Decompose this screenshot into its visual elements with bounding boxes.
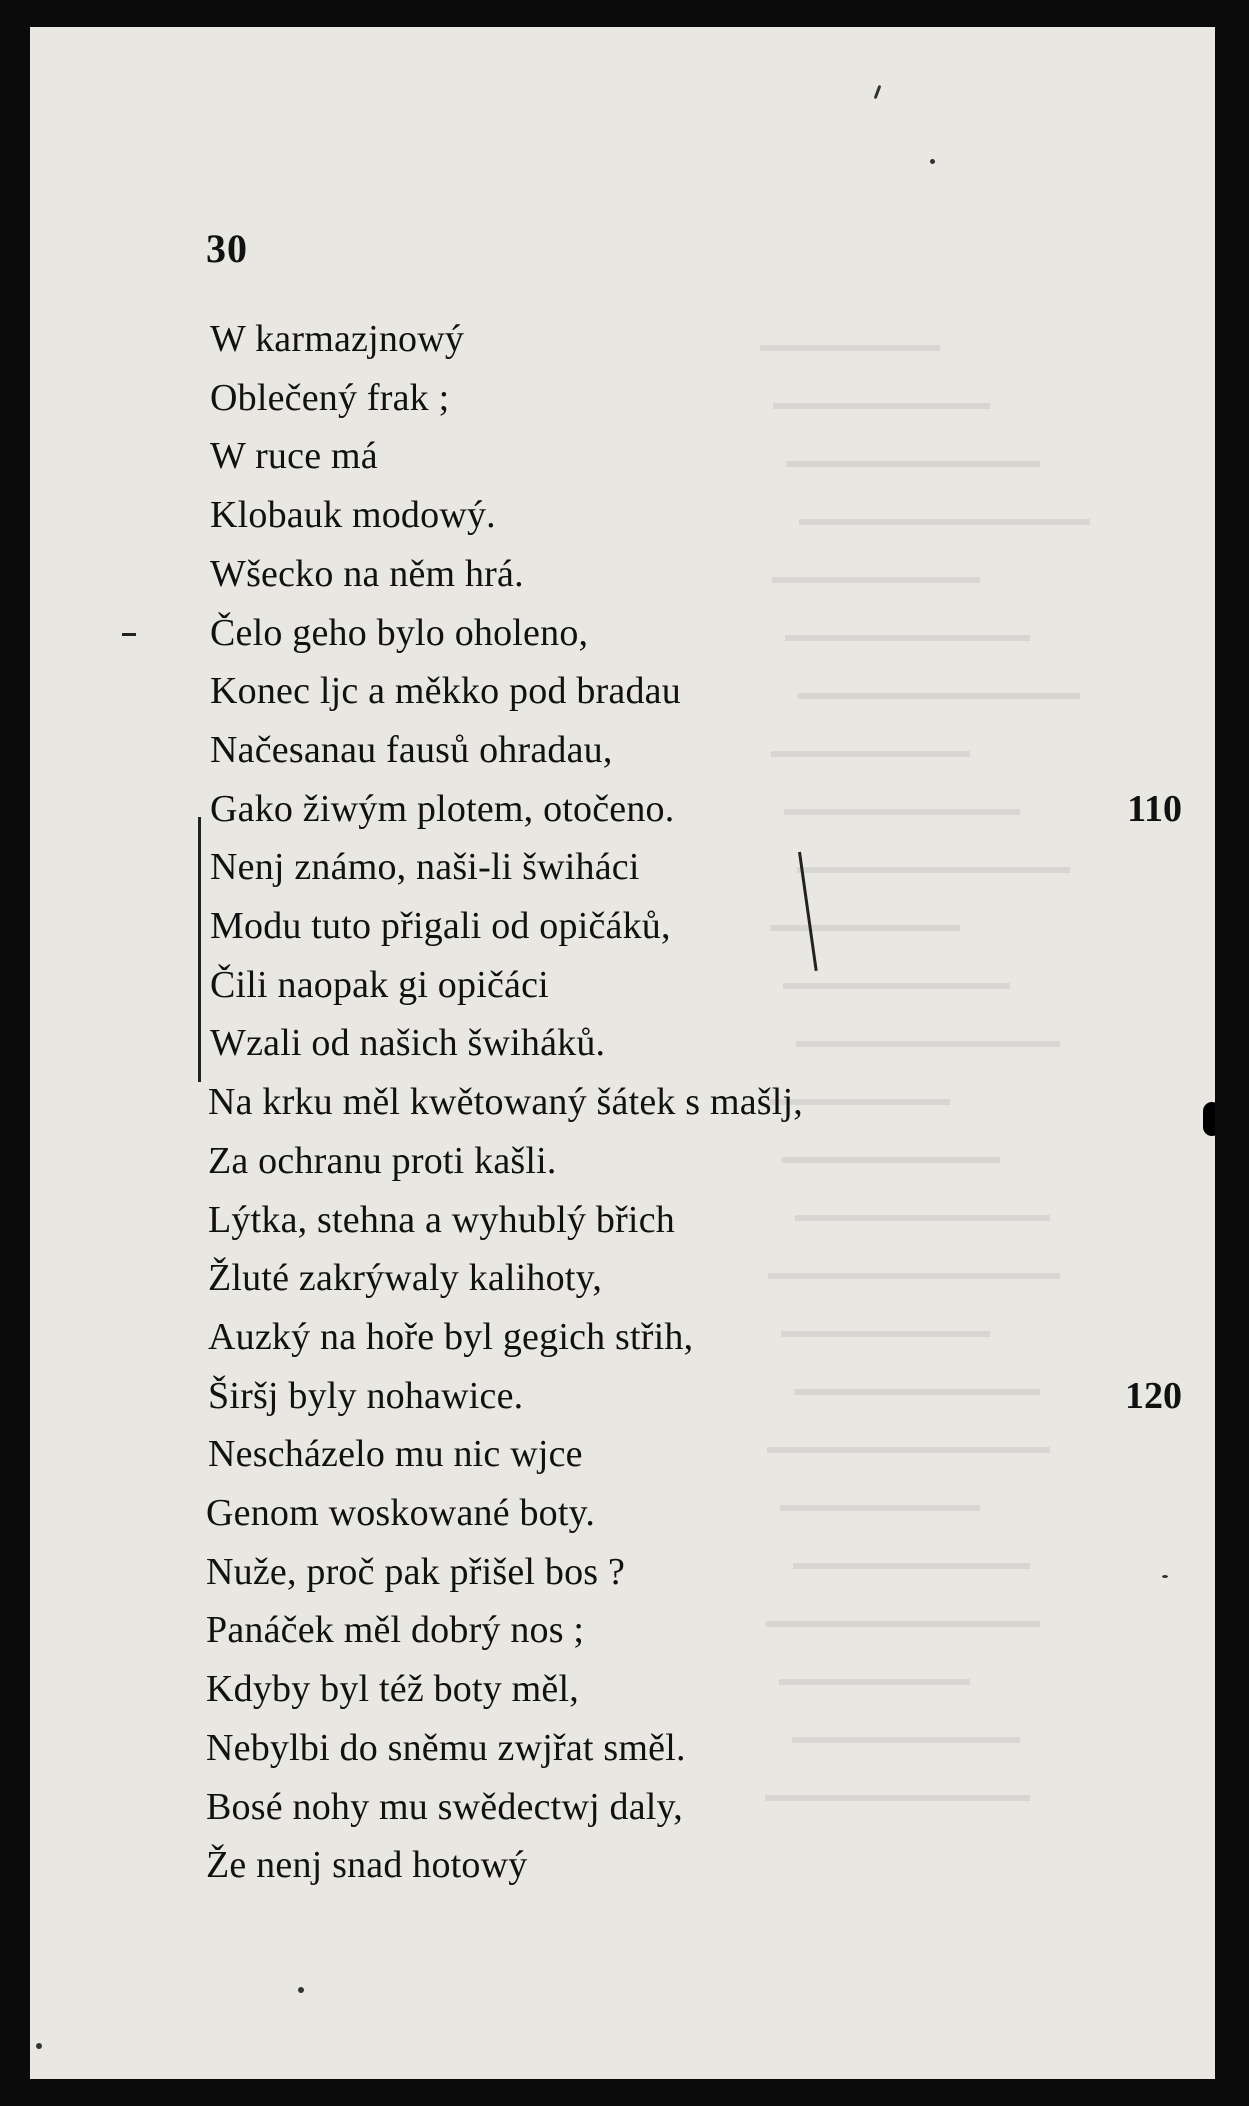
- bleed-stroke: [779, 1679, 970, 1685]
- verse-line: Modu tuto přigali od opičáků,: [210, 905, 671, 947]
- bleed-stroke: [794, 1389, 1040, 1395]
- verse-line: Kdyby byl též boty měl,: [206, 1668, 579, 1711]
- line-number-marker: 110: [1127, 787, 1182, 830]
- bleed-stroke: [782, 1157, 1000, 1163]
- bleed-stroke: [768, 1273, 1060, 1279]
- verse-line: Nuže, proč pak přišel bos ?: [206, 1550, 626, 1593]
- bleed-stroke: [773, 403, 990, 409]
- bleed-stroke: [760, 345, 940, 351]
- margin-tick: [122, 633, 136, 636]
- verse-line: Auzký na hoře byl gegich střih,: [208, 1315, 694, 1358]
- verse-line: Nebylbi do sněmu zwjřat směl.: [206, 1726, 686, 1769]
- verse-line: Lýtka, stehna a wyhublý břich: [208, 1198, 675, 1241]
- bleed-stroke: [771, 751, 970, 757]
- verse-line: Bosé nohy mu swědectwj daly,: [206, 1785, 684, 1828]
- verse-line: Širšj byly nohawice.: [208, 1374, 524, 1417]
- verse-line: Za ochranu proti kašli.: [208, 1139, 557, 1182]
- verse-line: Oblečený frak ;: [210, 376, 450, 419]
- verse-line: Čili naopak gi opičáci: [210, 963, 549, 1006]
- bleed-stroke: [767, 1447, 1050, 1453]
- bleed-stroke: [795, 1215, 1050, 1221]
- verse-line: Konec ljc a měkko pod bradau: [210, 670, 681, 713]
- verse-line: W karmazjnowý: [210, 318, 465, 360]
- bleed-stroke: [783, 983, 1010, 989]
- bleed-stroke: [784, 809, 1020, 815]
- verse-line: Na krku měl kwětowaný šátek s mašlj,: [208, 1081, 804, 1124]
- verse-line: Gako žiwým plotem, otočeno.: [210, 787, 675, 830]
- verse-line: Wšecko na něm hrá.: [210, 552, 524, 595]
- bleed-stroke: [799, 519, 1090, 525]
- bleed-stroke: [781, 1331, 990, 1337]
- verse-line: Nescházelo mu nic wjce: [208, 1433, 583, 1476]
- verse-line: Načesanau fausů ohradau,: [210, 728, 613, 771]
- verse-line: Žluté zakrýwaly kalihoty,: [208, 1257, 603, 1300]
- verse-line: Že nenj snad hotowý: [206, 1844, 528, 1887]
- bleed-stroke: [796, 1041, 1060, 1047]
- speck: [1162, 1575, 1168, 1578]
- bleed-stroke: [772, 577, 980, 583]
- verse-line: Panáček měl dobrý nos ;: [206, 1609, 585, 1652]
- bleed-stroke: [797, 867, 1070, 873]
- verse-line: Wzali od našich šwiháků.: [210, 1022, 606, 1065]
- page-number: 30: [206, 226, 248, 271]
- margin-bracket-left: [198, 817, 201, 1082]
- bleed-stroke: [793, 1563, 1030, 1569]
- verse-line: Čelo geho bylo oholeno,: [210, 611, 589, 654]
- bleed-stroke: [766, 1621, 1040, 1627]
- verse-line: Genom woskowané boty.: [206, 1492, 596, 1534]
- bleed-stroke: [798, 693, 1080, 699]
- speck: [36, 2043, 42, 2049]
- bleed-stroke: [765, 1795, 1030, 1801]
- speck: [930, 159, 935, 164]
- book-page: [30, 27, 1215, 2079]
- bleed-stroke: [786, 461, 1040, 467]
- speck: [874, 85, 882, 99]
- ink-blot: [1203, 1102, 1215, 1136]
- bleed-stroke: [780, 1505, 980, 1511]
- bleed-stroke: [792, 1737, 1020, 1743]
- verse-line: Nenj známo, naši-li šwiháci: [210, 846, 640, 889]
- bleed-stroke: [770, 925, 960, 931]
- speck: [298, 1987, 304, 1993]
- line-number-marker: 120: [1125, 1374, 1182, 1417]
- verse-line: Klobauk modowý.: [210, 494, 496, 537]
- verse-line: W ruce má: [210, 435, 378, 478]
- bleed-stroke: [785, 635, 1030, 641]
